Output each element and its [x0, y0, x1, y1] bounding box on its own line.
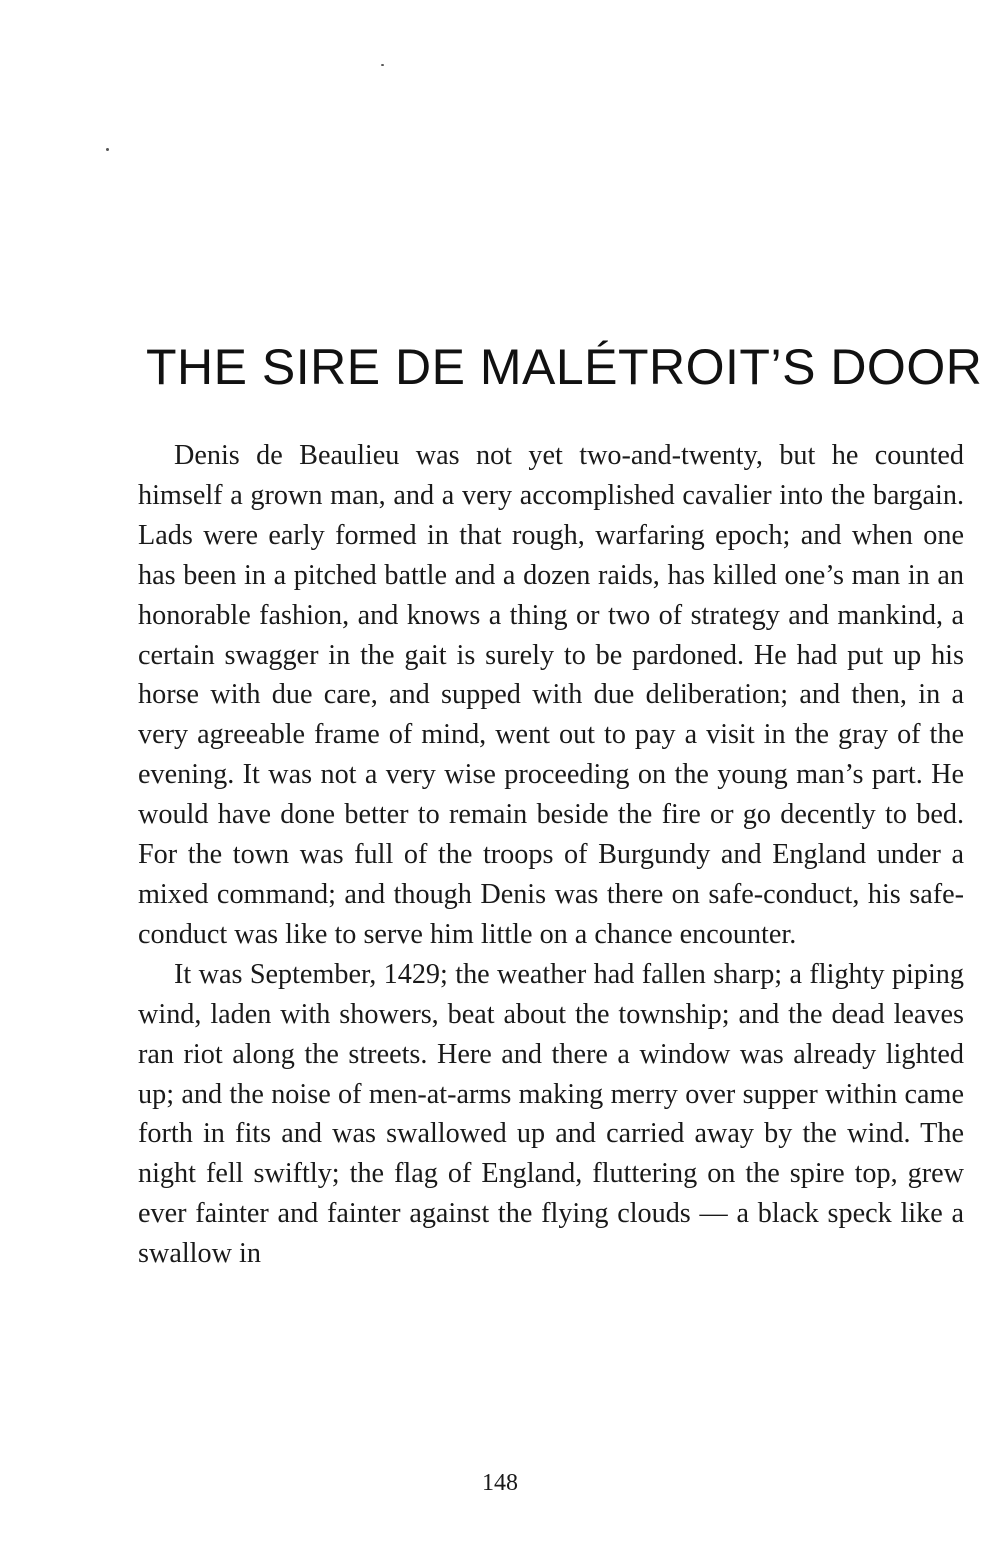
chapter-body — [138, 436, 964, 1274]
scan-speck — [381, 64, 384, 66]
body-paragraph: Denis de Beaulieu was not yet two-and-twenty, but he counted himself a grown man, and a very accomplished cavalier into the bargain. Lads were early formed in that rough, warfaring epoch; and when one has been in a pitched battle and a dozen raids, has killed one’s man in an honorable fashion, and knows a thing or two of strategy and mankind, a certain swagger in the gait is surely to be pardoned. He had put up his horse with due care, and supped with due deliberation; and then, in a very agreeable frame of mind, went out to pay a visit in the gray of the evening. It was not a very wise proceeding on the young man’s part. He would have done better to remain beside the fire or go decently to bed. For the town was full of the troops of Burgundy and England under a mixed command; and though Denis was there on safe-conduct, his safe-conduct was like to serve him little on a chance encounter. — [138, 440, 964, 950]
body-paragraph: It was September, 1429; the weather had fallen sharp; a flighty piping wind, laden with showers, beat about the township; and the dead leaves ran riot along the streets. Here and there a window was already lighted up; and the noise of men-at-arms making merry over supper within came forth in fits and was swallowed up and carried away by the wind. The night fell swiftly; the flag of England, fluttering on the spire top, grew ever fainter and fainter against the flying clouds — a black speck like a swallow in — [138, 958, 964, 1270]
chapter-title: THE SIRE DE MALÉTROIT’S DOOR — [146, 339, 983, 395]
page-number: 148 — [482, 1470, 518, 1496]
scan-speck — [106, 148, 109, 151]
